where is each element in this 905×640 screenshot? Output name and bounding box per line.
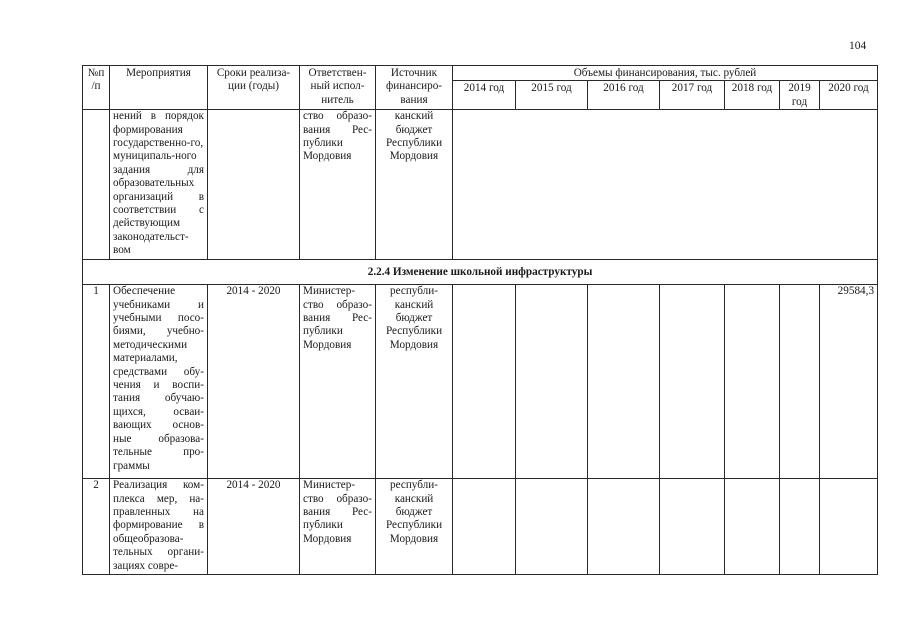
header-measures: Мероприятия (110, 66, 208, 110)
page-number: 104 (849, 40, 867, 52)
row-num: 2 (83, 479, 110, 575)
row-term: 2014 - 2020 (208, 285, 300, 479)
header-num: №п /п (83, 66, 110, 110)
row-term (208, 110, 300, 260)
header-source: Источник финансиро-вания (376, 66, 453, 110)
header-year: 2015 год (516, 81, 588, 110)
row-source: республи-канский бюджет Республики Мордовия (376, 285, 453, 479)
funding-table (82, 65, 878, 575)
row-responsible: Министер-ство образо-вания Рес-публики Мордовия (300, 479, 376, 575)
header-funding: Объемы финансирования, тыс. рублей (453, 66, 878, 81)
row-value (453, 479, 516, 575)
header-year: 2019 год (780, 81, 820, 110)
header-responsible: Ответствен-ный испол-нитель (300, 66, 376, 110)
row-value (588, 285, 660, 479)
header-year: 2020 год (820, 81, 878, 110)
table-row (83, 110, 878, 260)
row-value (780, 479, 820, 575)
header-year: 2017 год (660, 81, 725, 110)
row-num (83, 110, 110, 260)
row-measure: Реализация ком-плекса мер, на-правленных на формирование в общеобразова-тельных органи-зациях совре- (110, 479, 208, 575)
row-measure: нений в порядок формирования государственно-го, муниципаль-ного задания для образовательных организаций в соответствии с действующим законодательст-вом (110, 110, 208, 260)
row-values-blank (453, 110, 878, 260)
row-value: 29584,3 (820, 285, 878, 479)
row-num: 1 (83, 285, 110, 479)
row-measure: Обеспечение учебниками и учебными посо-биями, учебно-методическими материалами, средствами обу-чения и воспи-тания обучаю-щихся, осваи-вающих основ-ные образова-тельные про-граммы (110, 285, 208, 479)
row-value (516, 285, 588, 479)
row-responsible: Министер-ство образо-вания Рес-публики Мордовия (300, 285, 376, 479)
table-row (83, 479, 878, 575)
header-terms: Сроки реализа-ции (годы) (208, 66, 300, 110)
row-term: 2014 - 2020 (208, 479, 300, 575)
row-value (660, 479, 725, 575)
row-value (453, 285, 516, 479)
row-value (780, 285, 820, 479)
header-year: 2016 год (588, 81, 660, 110)
header-year: 2014 год (453, 81, 516, 110)
section-row (83, 260, 878, 285)
row-responsible: ство образо-вания Рес-публики Мордовия (300, 110, 376, 260)
header-row (83, 66, 878, 81)
section-heading: 2.2.4 Изменение школьной инфраструктуры (83, 260, 878, 285)
table-row (83, 285, 878, 479)
header-year: 2018 год (725, 81, 780, 110)
row-value (588, 479, 660, 575)
row-source: канский бюджет Республики Мордовия (376, 110, 453, 260)
row-value (725, 479, 780, 575)
row-value (660, 285, 725, 479)
row-value (725, 285, 780, 479)
row-source: республи-канский бюджет Республики Мордовия (376, 479, 453, 575)
row-value (516, 479, 588, 575)
row-value (820, 479, 878, 575)
